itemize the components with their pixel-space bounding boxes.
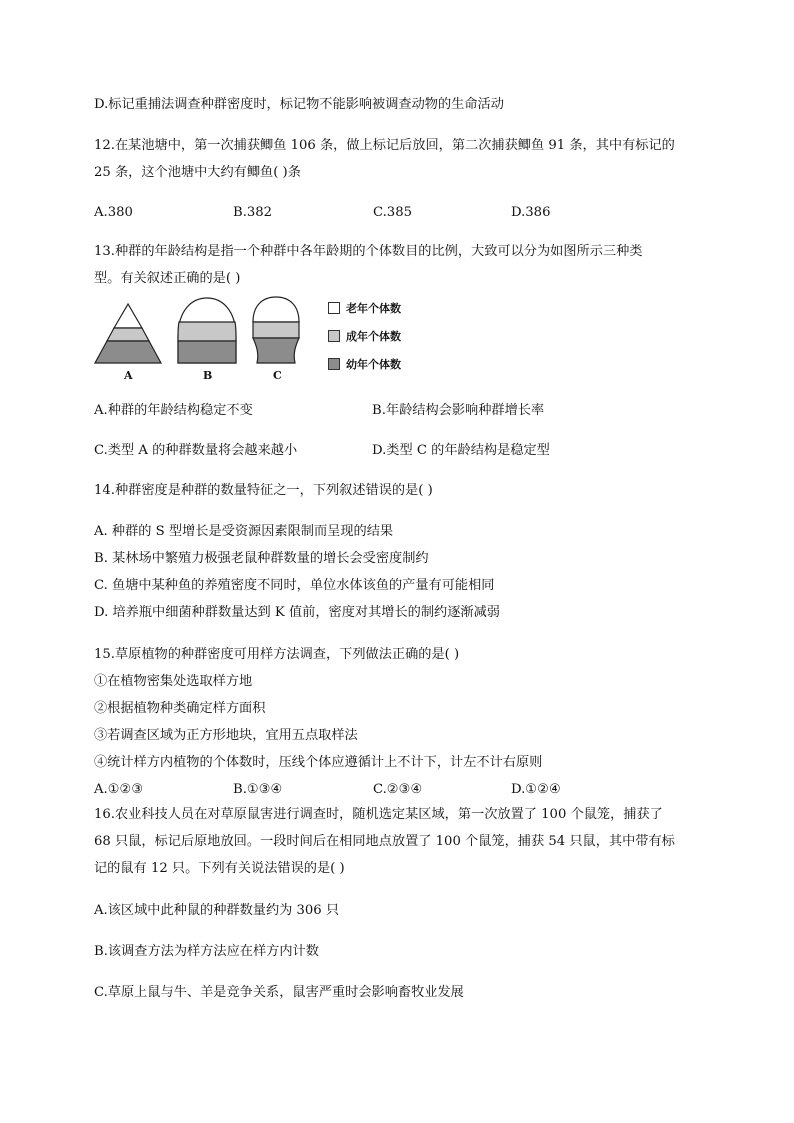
pyramid-a xyxy=(95,304,161,363)
legend-label-old: 老年个体数 xyxy=(346,302,401,315)
figure-label-b: B xyxy=(203,369,213,382)
q15-statement-4: ④统计样方内植物的个体数时，压线个体应遵循计上不计下，计左不计右原则 xyxy=(94,755,543,770)
q12-option-d: D.386 xyxy=(511,205,551,220)
q15-option-c: C.②③④ xyxy=(373,782,423,797)
q12-option-b: B.382 xyxy=(233,205,273,220)
q15-option-a: A.①②③ xyxy=(94,782,144,797)
q16-stem-line2: 68 只鼠，标记后原地放回。一段时间后在相同地点放置了 100 个鼠笼，捕获 54 只鼠，其中带有标 xyxy=(94,834,675,849)
q13-option-a: A.种群的年龄结构稳定不变 xyxy=(94,403,253,418)
legend-label-young: 幼年个体数 xyxy=(346,358,401,371)
q16-stem-line1: 16.农业科技人员在对草原鼠害进行调查时，随机选定某区域，第一次放置了 100 个鼠笼，捕获了 xyxy=(94,807,663,822)
q13-stem-line2: 型。有关叙述正确的是( ) xyxy=(94,271,241,286)
q14-option-b: B. 某林场中繁殖力极强老鼠种群数量的增长会受密度制约 xyxy=(94,551,429,566)
legend-label-adult: 成年个体数 xyxy=(346,330,401,343)
q14-option-a: A. 种群的 S 型增长是受资源因素限制而呈现的结果 xyxy=(94,524,394,539)
legend-swatch-adult xyxy=(328,330,340,342)
q15-stem: 15.草原植物的种群密度可用样方法调查，下列做法正确的是( ) xyxy=(94,647,460,662)
q15-statement-3: ③若调查区域为正方形地块，宜用五点取样法 xyxy=(94,728,358,743)
q15-statement-1: ①在植物密集处选取样方地 xyxy=(94,674,253,689)
q12-stem-line1: 12.在某池塘中，第一次捕获鲫鱼 106 条，做上标记后放回，第二次捕获鲫鱼 91 条，其中有标记的 xyxy=(94,138,675,153)
q16-option-c: C.草原上鼠与牛、羊是竞争关系，鼠害严重时会影响畜牧业发展 xyxy=(94,985,464,1000)
q11-option-d: D.标记重捕法调查种群密度时，标记物不能影响被调查动物的生命活动 xyxy=(94,97,504,112)
figure-label-a: A xyxy=(124,369,133,382)
q13-stem-line1: 13.种群的年龄结构是指一个种群中各年龄期的个体数目的比例，大致可以分为如图所示三种类 xyxy=(94,244,643,259)
q14-stem: 14.种群密度是种群的数量特征之一，下列叙述错误的是( ) xyxy=(94,483,433,498)
q13-option-c: C.类型 A 的种群数量将会越来越小 xyxy=(94,443,298,458)
q15-statement-2: ②根据植物种类确定样方面积 xyxy=(94,701,266,716)
q13-option-d: D.类型 C 的年龄结构是稳定型 xyxy=(372,443,550,458)
legend-swatch-old xyxy=(328,302,340,314)
q14-option-d: D. 培养瓶中细菌种群数量达到 K 值前，密度对其增长的制约逐渐减弱 xyxy=(94,605,500,620)
q15-option-d: D.①②④ xyxy=(511,782,561,797)
q16-stem-line3: 记的鼠有 12 只。下列有关说法错误的是( ) xyxy=(94,861,345,876)
figure-label-c: C xyxy=(273,369,282,382)
q12-option-a: A.380 xyxy=(94,205,133,220)
q15-option-b: B.①③④ xyxy=(233,782,283,797)
bell-b xyxy=(178,298,236,363)
q14-option-c: C. 鱼塘中某种鱼的养殖密度不同时，单位水体该鱼的产量有可能相同 xyxy=(94,578,495,593)
q13-option-b: B.年龄结构会影响种群增长率 xyxy=(372,403,545,418)
q16-option-b: B.该调查方法为样方法应在样方内计数 xyxy=(94,944,319,959)
legend-swatch-young xyxy=(328,358,340,370)
urn-c xyxy=(253,297,299,363)
q16-option-a: A.该区域中此种鼠的种群数量约为 306 只 xyxy=(94,903,340,918)
q12-stem-line2: 25 条，这个池塘中大约有鲫鱼( )条 xyxy=(94,165,301,180)
q12-option-c: C.385 xyxy=(373,205,412,220)
